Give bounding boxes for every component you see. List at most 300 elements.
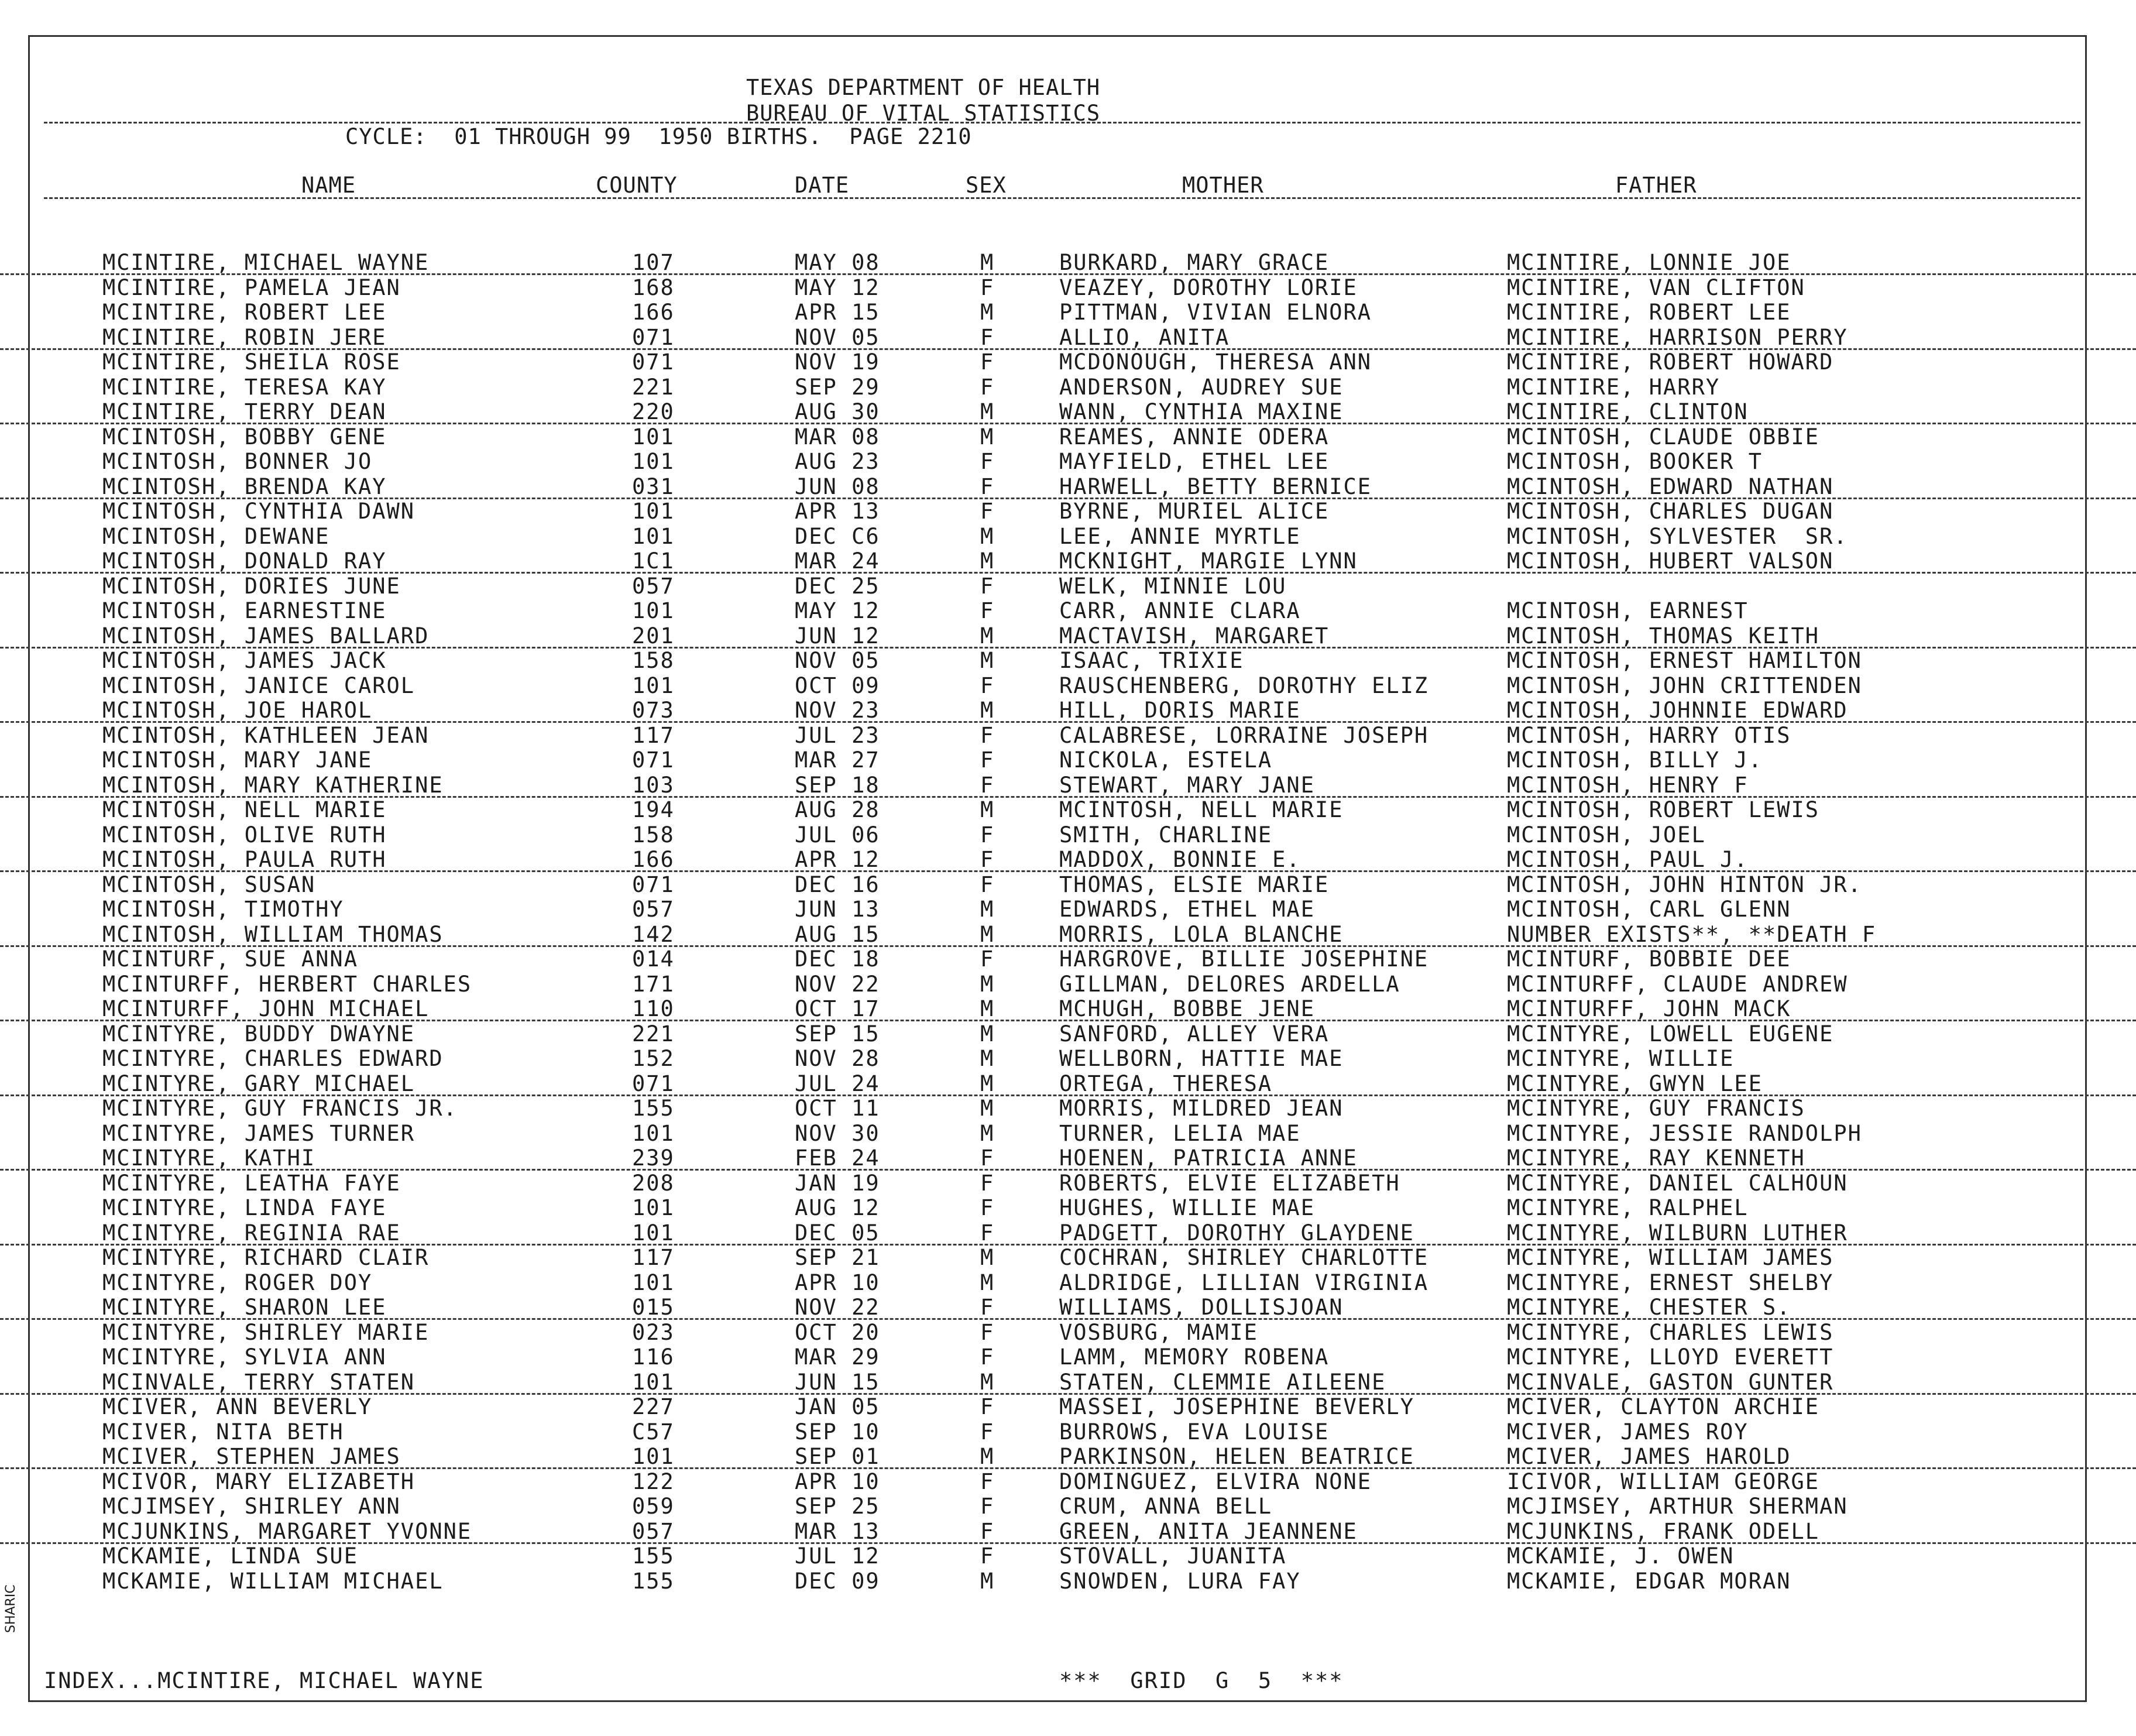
cell-date: SEP 10 bbox=[795, 1419, 880, 1445]
cell-name: MCINTIRE, TERESA KAY bbox=[102, 374, 387, 400]
cell-father: MCINTYRE, GUY FRANCIS bbox=[1507, 1096, 1805, 1121]
cell-date: DEC 05 bbox=[795, 1220, 880, 1246]
cell-name: MCINTYRE, LEATHA FAYE bbox=[102, 1170, 401, 1196]
cell-father: MCIVER, JAMES HAROLD bbox=[1507, 1444, 1791, 1469]
table-row bbox=[0, 846, 2136, 872]
cell-sex: F bbox=[980, 1394, 995, 1419]
cell-mother: COCHRAN, SHIRLEY CHARLOTTE bbox=[1059, 1245, 1429, 1270]
column-header-divider bbox=[44, 197, 2080, 199]
cell-name: MCINTYRE, RICHARD CLAIR bbox=[102, 1245, 430, 1270]
cell-father: MCINTYRE, DANIEL CALHOUN bbox=[1507, 1170, 1848, 1196]
cell-father: MCINTYRE, WILLIAM JAMES bbox=[1507, 1245, 1834, 1270]
cell-sex: F bbox=[980, 1469, 995, 1494]
cell-name: MCINTOSH, MARY JANE bbox=[102, 747, 373, 773]
table-row bbox=[0, 1343, 2136, 1368]
bureau-title: BUREAU OF VITAL STATISTICS bbox=[746, 101, 1101, 126]
table-row bbox=[0, 1393, 2136, 1418]
cell-name: MCJUNKINS, MARGARET YVONNE bbox=[102, 1518, 472, 1544]
cell-sex: M bbox=[980, 523, 995, 549]
cell-name: MCINVALE, TERRY STATEN bbox=[102, 1369, 415, 1395]
cell-father: MCINTOSH, HARRY OTIS bbox=[1507, 722, 1791, 748]
cell-county: 117 bbox=[632, 722, 675, 748]
cell-mother: PARKINSON, HELEN BEATRICE bbox=[1059, 1444, 1414, 1469]
cell-county: 101 bbox=[632, 598, 675, 623]
cell-mother: HARGROVE, BILLIE JOSEPHINE bbox=[1059, 946, 1429, 972]
cell-county: 110 bbox=[632, 996, 675, 1021]
table-row bbox=[0, 1169, 2136, 1194]
cell-name: MCINTYRE, SYLVIA ANN bbox=[102, 1344, 387, 1370]
cell-sex: M bbox=[980, 1071, 995, 1096]
cell-mother: WANN, CYNTHIA MAXINE bbox=[1059, 399, 1344, 424]
cell-date: MAY 12 bbox=[795, 598, 880, 623]
cell-name: MCINTIRE, ROBERT LEE bbox=[102, 300, 387, 325]
cell-father: MCIVER, JAMES ROY bbox=[1507, 1419, 1749, 1445]
cell-name: MCIVER, STEPHEN JAMES bbox=[102, 1444, 401, 1469]
cell-name: MCINTIRE, TERRY DEAN bbox=[102, 399, 387, 424]
cell-father: MCINTOSH, JOHNNIE EDWARD bbox=[1507, 698, 1848, 723]
cell-sex: F bbox=[980, 1344, 995, 1370]
cell-name: MCINTYRE, ROGER DOY bbox=[102, 1270, 373, 1295]
cell-sex: F bbox=[980, 1319, 995, 1345]
table-row bbox=[0, 324, 2136, 350]
cell-date: AUG 23 bbox=[795, 449, 880, 474]
cell-father: MCINTIRE, VAN CLIFTON bbox=[1507, 275, 1805, 300]
cell-county: 071 bbox=[632, 324, 675, 350]
cell-mother: HARWELL, BETTY BERNICE bbox=[1059, 474, 1372, 499]
cell-date: APR 12 bbox=[795, 847, 880, 872]
cell-sex: F bbox=[980, 598, 995, 623]
cell-father: MCINTIRE, HARRISON PERRY bbox=[1507, 324, 1848, 350]
cell-county: 023 bbox=[632, 1319, 675, 1345]
cell-mother: MAYFIELD, ETHEL LEE bbox=[1059, 449, 1330, 474]
table-row bbox=[0, 672, 2136, 697]
cell-name: MCINTYRE, SHIRLEY MARIE bbox=[102, 1319, 430, 1345]
cell-mother: STATEN, CLEMMIE AILEENE bbox=[1059, 1369, 1386, 1395]
cell-father: MCINTYRE, RALPHEL bbox=[1507, 1195, 1749, 1220]
cell-name: MCINTURF, SUE ANNA bbox=[102, 946, 358, 972]
cell-sex: F bbox=[980, 324, 995, 350]
cell-name: MCINTOSH, WILLIAM THOMAS bbox=[102, 921, 444, 947]
cell-mother: HILL, DORIS MARIE bbox=[1059, 698, 1301, 723]
table-row bbox=[0, 821, 2136, 846]
cell-name: MCINTURFF, JOHN MICHAEL bbox=[102, 996, 430, 1021]
cell-county: 220 bbox=[632, 399, 675, 424]
cell-county: 1C1 bbox=[632, 548, 675, 574]
cell-mother: BURROWS, EVA LOUISE bbox=[1059, 1419, 1330, 1445]
cell-date: SEP 21 bbox=[795, 1245, 880, 1270]
col-county-header: COUNTY bbox=[596, 173, 678, 198]
cell-county: 116 bbox=[632, 1344, 675, 1370]
cell-father: MCINTOSH, ERNEST HAMILTON bbox=[1507, 648, 1862, 673]
cell-father: MCINTOSH, CLAUDE OBBIE bbox=[1507, 424, 1820, 450]
cell-father: MCINTYRE, CHESTER S. bbox=[1507, 1295, 1791, 1320]
cell-mother: CRUM, ANNA BELL bbox=[1059, 1494, 1273, 1519]
cell-sex: F bbox=[980, 374, 995, 400]
cell-county: 221 bbox=[632, 374, 675, 400]
cell-date: JUL 24 bbox=[795, 1071, 880, 1096]
cell-mother: MASSEI, JOSEPHINE BEVERLY bbox=[1059, 1394, 1414, 1419]
table-row bbox=[0, 1269, 2136, 1294]
cell-county: 221 bbox=[632, 1021, 675, 1047]
cell-mother: HUGHES, WILLIE MAE bbox=[1059, 1195, 1315, 1220]
cell-sex: F bbox=[980, 1145, 995, 1171]
cell-county: 101 bbox=[632, 523, 675, 549]
cell-date: NOV 05 bbox=[795, 648, 880, 673]
cell-sex: F bbox=[980, 1543, 995, 1569]
cell-sex: M bbox=[980, 1245, 995, 1270]
cell-father: MCINTYRE, JESSIE RANDOLPH bbox=[1507, 1120, 1862, 1146]
cell-date: NOV 30 bbox=[795, 1120, 880, 1146]
cell-name: MCINTYRE, CHARLES EDWARD bbox=[102, 1046, 444, 1071]
table-row bbox=[0, 921, 2136, 947]
table-row bbox=[0, 1567, 2136, 1592]
cell-county: 015 bbox=[632, 1295, 675, 1320]
table-row bbox=[0, 373, 2136, 398]
cell-mother: MCDONOUGH, THERESA ANN bbox=[1059, 349, 1372, 375]
cell-county: 166 bbox=[632, 300, 675, 325]
table-row bbox=[0, 398, 2136, 424]
table-row bbox=[0, 647, 2136, 671]
cell-sex: F bbox=[980, 1170, 995, 1196]
cell-sex: M bbox=[980, 1568, 995, 1594]
cell-father: MCINTIRE, HARRY bbox=[1507, 374, 1721, 400]
cell-county: 168 bbox=[632, 275, 675, 300]
cell-county: 057 bbox=[632, 897, 675, 922]
table-row bbox=[0, 1070, 2136, 1096]
cell-county: 155 bbox=[632, 1096, 675, 1121]
table-row bbox=[0, 1294, 2136, 1320]
cell-date: DEC C6 bbox=[795, 523, 880, 549]
cell-sex: F bbox=[980, 772, 995, 798]
cell-sex: M bbox=[980, 921, 995, 947]
cell-date: MAR 27 bbox=[795, 747, 880, 773]
cell-mother: MCINTOSH, NELL MARIE bbox=[1059, 797, 1344, 822]
cell-sex: M bbox=[980, 623, 995, 649]
cell-county: 122 bbox=[632, 1469, 675, 1494]
cell-county: 059 bbox=[632, 1494, 675, 1519]
cell-sex: M bbox=[980, 548, 995, 574]
cell-name: MCINTOSH, KATHLEEN JEAN bbox=[102, 722, 430, 748]
cell-name: MCINTOSH, TIMOTHY bbox=[102, 897, 344, 922]
cell-date: MAR 24 bbox=[795, 548, 880, 574]
cell-mother: REAMES, ANNIE ODERA bbox=[1059, 424, 1330, 450]
cell-mother: CALABRESE, LORRAINE JOSEPH bbox=[1059, 722, 1429, 748]
cell-county: 101 bbox=[632, 673, 675, 698]
col-sex-header: SEX bbox=[966, 173, 1007, 198]
cell-mother: ISAAC, TRIXIE bbox=[1059, 648, 1244, 673]
side-label: SHARIC bbox=[4, 1584, 18, 1633]
cell-father: MCINTYRE, ERNEST SHELBY bbox=[1507, 1270, 1834, 1295]
cell-county: 101 bbox=[632, 1120, 675, 1146]
cell-county: 142 bbox=[632, 921, 675, 947]
table-row bbox=[0, 249, 2136, 275]
cell-sex: F bbox=[980, 722, 995, 748]
cell-mother: BURKARD, MARY GRACE bbox=[1059, 250, 1330, 275]
cell-date: NOV 19 bbox=[795, 349, 880, 375]
cell-date: APR 13 bbox=[795, 499, 880, 524]
table-row bbox=[0, 697, 2136, 723]
cell-date: NOV 23 bbox=[795, 698, 880, 723]
table-row bbox=[0, 423, 2136, 448]
cell-mother: CARR, ANNIE CLARA bbox=[1059, 598, 1301, 623]
cell-name: MCKAMIE, LINDA SUE bbox=[102, 1543, 358, 1569]
cell-date: OCT 09 bbox=[795, 673, 880, 698]
col-father-header: FATHER bbox=[1615, 173, 1697, 198]
cell-date: SEP 25 bbox=[795, 1494, 880, 1519]
cell-father: MCINTYRE, GWYN LEE bbox=[1507, 1071, 1763, 1096]
cell-sex: M bbox=[980, 250, 995, 275]
cell-date: JUN 15 bbox=[795, 1369, 880, 1395]
cell-county: 101 bbox=[632, 1444, 675, 1469]
cell-date: OCT 20 bbox=[795, 1319, 880, 1345]
cell-county: C57 bbox=[632, 1419, 675, 1445]
cell-name: MCINTIRE, ROBIN JERE bbox=[102, 324, 387, 350]
table-row bbox=[0, 1244, 2136, 1268]
cell-county: 101 bbox=[632, 1270, 675, 1295]
table-row bbox=[0, 896, 2136, 920]
cell-name: MCINTYRE, GUY FRANCIS JR. bbox=[102, 1096, 458, 1121]
cell-name: MCKAMIE, WILLIAM MICHAEL bbox=[102, 1568, 444, 1594]
cell-sex: M bbox=[980, 698, 995, 723]
cell-county: 155 bbox=[632, 1568, 675, 1594]
cell-county: 201 bbox=[632, 623, 675, 649]
cell-date: NOV 22 bbox=[795, 1295, 880, 1320]
table-row bbox=[0, 796, 2136, 821]
cell-mother: GREEN, ANITA JEANNENE bbox=[1059, 1518, 1358, 1544]
cell-father: MCINTYRE, LOWELL EUGENE bbox=[1507, 1021, 1834, 1047]
cell-name: MCINTOSH, PAULA RUTH bbox=[102, 847, 387, 872]
cell-date: APR 15 bbox=[795, 300, 880, 325]
cell-sex: F bbox=[980, 1518, 995, 1544]
cell-county: 031 bbox=[632, 474, 675, 499]
cell-sex: F bbox=[980, 499, 995, 524]
cell-mother: NICKOLA, ESTELA bbox=[1059, 747, 1273, 773]
cell-father: MCINTURF, BOBBIE DEE bbox=[1507, 946, 1791, 972]
cell-father: MCINTOSH, CARL GLENN bbox=[1507, 897, 1791, 922]
cell-father: MCINTOSH, BOOKER T bbox=[1507, 449, 1763, 474]
cell-name: MCINTOSH, BRENDA KAY bbox=[102, 474, 387, 499]
cell-sex: M bbox=[980, 1270, 995, 1295]
cell-father: MCINTOSH, JOHN HINTON JR. bbox=[1507, 872, 1862, 897]
cell-name: MCINTOSH, NELL MARIE bbox=[102, 797, 387, 822]
table-row bbox=[0, 1144, 2136, 1171]
cell-mother: RAUSCHENBERG, DOROTHY ELIZ bbox=[1059, 673, 1429, 698]
cell-date: SEP 15 bbox=[795, 1021, 880, 1047]
cell-mother: MCKNIGHT, MARGIE LYNN bbox=[1059, 548, 1358, 574]
index-line: INDEX...MCINTIRE, MICHAEL WAYNE bbox=[44, 1668, 485, 1693]
table-row bbox=[0, 1120, 2136, 1144]
cell-name: MCINTYRE, KATHI bbox=[102, 1145, 316, 1171]
cell-sex: F bbox=[980, 1220, 995, 1246]
cell-mother: MORRIS, LOLA BLANCHE bbox=[1059, 921, 1344, 947]
cell-sex: F bbox=[980, 822, 995, 848]
table-row bbox=[0, 871, 2136, 896]
cell-county: 227 bbox=[632, 1394, 675, 1419]
cell-father: MCINTOSH, JOHN CRITTENDEN bbox=[1507, 673, 1862, 698]
cell-father: MCIVER, CLAYTON ARCHIE bbox=[1507, 1394, 1820, 1419]
cell-sex: F bbox=[980, 1295, 995, 1320]
table-row bbox=[0, 348, 2136, 373]
cell-name: MCINTOSH, DONALD RAY bbox=[102, 548, 387, 574]
cell-date: MAY 08 bbox=[795, 250, 880, 275]
cell-date: JUN 12 bbox=[795, 623, 880, 649]
col-date-header: DATE bbox=[795, 173, 850, 198]
cell-name: MCINTIRE, MICHAEL WAYNE bbox=[102, 250, 430, 275]
table-row bbox=[0, 1319, 2136, 1343]
cell-county: 101 bbox=[632, 1220, 675, 1246]
table-row bbox=[0, 1443, 2136, 1469]
cell-mother: MADDOX, BONNIE E. bbox=[1059, 847, 1301, 872]
cell-county: 208 bbox=[632, 1170, 675, 1196]
table-row bbox=[0, 473, 2136, 499]
cell-sex: F bbox=[980, 275, 995, 300]
cell-mother: WILLIAMS, DOLLISJOAN bbox=[1059, 1295, 1344, 1320]
cell-sex: M bbox=[980, 971, 995, 997]
cell-sex: F bbox=[980, 1494, 995, 1519]
table-row bbox=[0, 622, 2136, 649]
col-mother-header: MOTHER bbox=[1182, 173, 1264, 198]
cell-mother: ANDERSON, AUDREY SUE bbox=[1059, 374, 1344, 400]
cell-name: MCINTIRE, SHEILA ROSE bbox=[102, 349, 401, 375]
cell-county: 107 bbox=[632, 250, 675, 275]
table-row bbox=[0, 1194, 2136, 1219]
cell-date: JUN 08 bbox=[795, 474, 880, 499]
cell-name: MCJIMSEY, SHIRLEY ANN bbox=[102, 1494, 401, 1519]
cell-county: 171 bbox=[632, 971, 675, 997]
cell-sex: F bbox=[980, 673, 995, 698]
cell-mother: MACTAVISH, MARGARET bbox=[1059, 623, 1330, 649]
cell-name: MCINTOSH, JOE HAROL bbox=[102, 698, 373, 723]
cell-mother: SANFORD, ALLEY VERA bbox=[1059, 1021, 1330, 1047]
cell-name: MCINTOSH, MARY KATHERINE bbox=[102, 772, 444, 798]
cell-name: MCINTYRE, BUDDY DWAYNE bbox=[102, 1021, 415, 1047]
cell-father: MCINTYRE, WILBURN LUTHER bbox=[1507, 1220, 1848, 1246]
table-row bbox=[0, 1219, 2136, 1246]
table-row bbox=[0, 1418, 2136, 1443]
cell-county: 152 bbox=[632, 1046, 675, 1071]
grid-label: *** GRID G 5 *** bbox=[1059, 1668, 1344, 1693]
cell-sex: M bbox=[980, 1096, 995, 1121]
cycle-line: CYCLE: 01 THROUGH 99 1950 BIRTHS. PAGE 2210 bbox=[345, 124, 972, 149]
cell-county: 239 bbox=[632, 1145, 675, 1171]
table-row bbox=[0, 970, 2136, 995]
cell-date: MAR 08 bbox=[795, 424, 880, 450]
cell-date: NOV 28 bbox=[795, 1046, 880, 1071]
table-row bbox=[0, 1368, 2136, 1395]
cell-date: DEC 16 bbox=[795, 872, 880, 897]
cell-county: 117 bbox=[632, 1245, 675, 1270]
cell-sex: M bbox=[980, 648, 995, 673]
cell-name: MCINTOSH, BONNER JO bbox=[102, 449, 373, 474]
cell-mother: WELK, MINNIE LOU bbox=[1059, 573, 1287, 599]
cell-father: MCJIMSEY, ARTHUR SHERMAN bbox=[1507, 1494, 1848, 1519]
cell-sex: M bbox=[980, 399, 995, 424]
table-row bbox=[0, 746, 2136, 771]
table-row bbox=[0, 299, 2136, 323]
cell-name: MCINTYRE, REGINIA RAE bbox=[102, 1220, 401, 1246]
cell-date: SEP 01 bbox=[795, 1444, 880, 1469]
cell-county: 071 bbox=[632, 872, 675, 897]
cell-county: 166 bbox=[632, 847, 675, 872]
cell-father: MCINTOSH, PAUL J. bbox=[1507, 847, 1749, 872]
table-row bbox=[0, 498, 2136, 522]
cell-name: MCINTOSH, CYNTHIA DAWN bbox=[102, 499, 415, 524]
cell-father: MCINTOSH, CHARLES DUGAN bbox=[1507, 499, 1834, 524]
cell-father: MCINTOSH, JOEL bbox=[1507, 822, 1706, 848]
cell-mother: PADGETT, DOROTHY GLAYDENE bbox=[1059, 1220, 1414, 1246]
cell-father: MCINTYRE, RAY KENNETH bbox=[1507, 1145, 1805, 1171]
cell-date: APR 10 bbox=[795, 1469, 880, 1494]
cell-name: MCINTOSH, SUSAN bbox=[102, 872, 316, 897]
cell-father: NUMBER EXISTS**, **DEATH F bbox=[1507, 921, 1877, 947]
cell-father: MCINTOSH, EDWARD NATHAN bbox=[1507, 474, 1834, 499]
table-row bbox=[0, 523, 2136, 547]
cell-mother: SNOWDEN, LURA FAY bbox=[1059, 1568, 1301, 1594]
cell-mother: TURNER, LELIA MAE bbox=[1059, 1120, 1301, 1146]
cell-mother: STEWART, MARY JANE bbox=[1059, 772, 1315, 798]
cell-date: AUG 30 bbox=[795, 399, 880, 424]
cell-date: JUL 06 bbox=[795, 822, 880, 848]
cell-name: MCINTOSH, JANICE CAROL bbox=[102, 673, 415, 698]
cell-name: MCINTOSH, JAMES JACK bbox=[102, 648, 387, 673]
cell-mother: BYRNE, MURIEL ALICE bbox=[1059, 499, 1330, 524]
cell-county: 158 bbox=[632, 822, 675, 848]
cell-county: 014 bbox=[632, 946, 675, 972]
cell-name: MCINTOSH, JAMES BALLARD bbox=[102, 623, 430, 649]
table-row bbox=[0, 995, 2136, 1021]
cell-father: MCINTOSH, HENRY F bbox=[1507, 772, 1749, 798]
cell-date: MAR 13 bbox=[795, 1518, 880, 1544]
cell-date: DEC 25 bbox=[795, 573, 880, 599]
cell-mother: ALDRIDGE, LILLIAN VIRGINIA bbox=[1059, 1270, 1429, 1295]
cell-name: MCINTOSH, DEWANE bbox=[102, 523, 330, 549]
cell-county: 071 bbox=[632, 747, 675, 773]
cell-father: MCINTOSH, SYLVESTER SR. bbox=[1507, 523, 1848, 549]
table-row bbox=[0, 1045, 2136, 1069]
cell-name: MCINTYRE, GARY MICHAEL bbox=[102, 1071, 415, 1096]
cell-father: MCINTOSH, EARNEST bbox=[1507, 598, 1749, 623]
cell-county: 101 bbox=[632, 1195, 675, 1220]
cell-date: DEC 18 bbox=[795, 946, 880, 972]
cell-county: 057 bbox=[632, 573, 675, 599]
cell-sex: F bbox=[980, 946, 995, 972]
table-row bbox=[0, 597, 2136, 622]
cell-mother: GILLMAN, DELORES ARDELLA bbox=[1059, 971, 1400, 997]
header-divider bbox=[44, 122, 2080, 123]
cell-father: MCINTOSH, ROBERT LEWIS bbox=[1507, 797, 1820, 822]
cell-date: NOV 22 bbox=[795, 971, 880, 997]
cell-sex: F bbox=[980, 872, 995, 897]
table-row bbox=[0, 1493, 2136, 1517]
table-row bbox=[0, 1095, 2136, 1119]
cell-mother: LEE, ANNIE MYRTLE bbox=[1059, 523, 1301, 549]
cell-father: MCKAMIE, EDGAR MORAN bbox=[1507, 1568, 1791, 1594]
cell-father: MCINTIRE, CLINTON bbox=[1507, 399, 1749, 424]
cell-sex: F bbox=[980, 1195, 995, 1220]
cell-sex: M bbox=[980, 996, 995, 1021]
cell-sex: F bbox=[980, 573, 995, 599]
cell-county: 071 bbox=[632, 349, 675, 375]
table-row bbox=[0, 945, 2136, 970]
cell-sex: M bbox=[980, 1120, 995, 1146]
cell-sex: M bbox=[980, 897, 995, 922]
cell-sex: F bbox=[980, 449, 995, 474]
cell-father: MCINTURFF, JOHN MACK bbox=[1507, 996, 1791, 1021]
cell-father: MCINTOSH, HUBERT VALSON bbox=[1507, 548, 1834, 574]
cell-father: MCINTIRE, LONNIE JOE bbox=[1507, 250, 1791, 275]
cell-date: OCT 17 bbox=[795, 996, 880, 1021]
cell-mother: DOMINGUEZ, ELVIRA NONE bbox=[1059, 1469, 1372, 1494]
